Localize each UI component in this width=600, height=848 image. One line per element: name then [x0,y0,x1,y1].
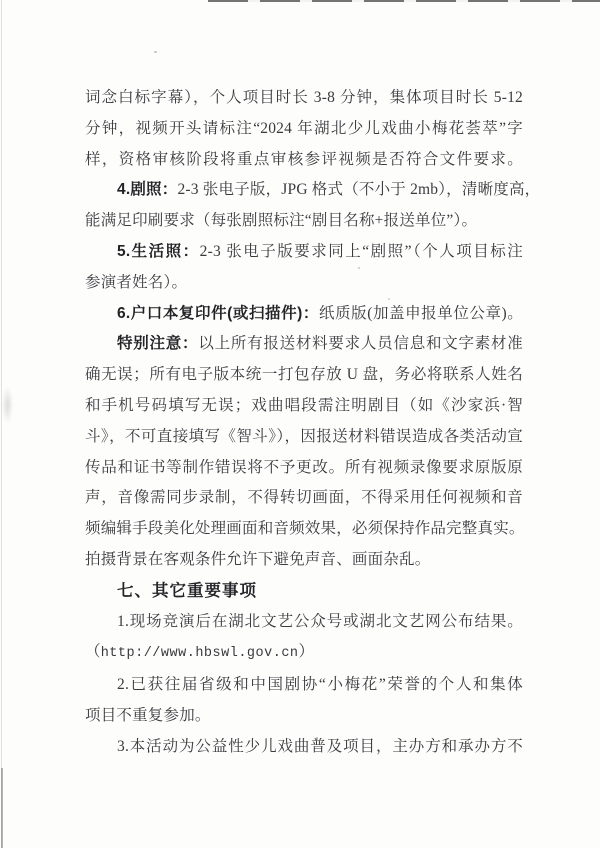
bold-text-segment: 5.生活照： [117,242,200,260]
text-segment: 2-3 张电子版要求同上“剧照”（个人项目标注 [199,242,523,260]
document-line [85,83,523,114]
bold-text-segment: 4.剧照： [117,181,178,199]
scan-artifact-left-edge-dark [1,768,3,848]
document-line [85,145,523,176]
document-line [85,114,523,145]
text-segment: 2.已获往届省级和中国剧协“小梅花”荣誉的个人和集体 [117,676,523,694]
text-segment: 传品和证书等制作错误将不予更改。所有视频录像要求原版原 [85,458,523,476]
text-segment: 词念白标字幕），个人项目时长 3-8 分钟，集体项目时长 5-12 [85,89,523,106]
document-line [85,360,523,391]
text-segment: 频编辑手段美化处理画面和音频效果，必须保持作品完整真实。 [85,520,525,538]
bold-text-segment: 6.户口本复印件(或扫描件)： [117,304,319,322]
text-segment: 分钟，视频开头请标注“2024 年湖北少儿戏曲小梅花荟萃”字 [85,119,523,137]
scan-smudge [2,386,13,424]
bold-text-segment: 七、其它重要事项 [117,581,257,600]
text-block [85,83,541,763]
text-segment: 纸质版(加盖申报单位公章)。 [319,304,523,322]
document-line [85,453,523,484]
text-segment: （ [85,643,101,661]
document-line [85,732,523,763]
url-text: http://www.hbswl.gov.cn [100,646,299,662]
document-line [85,329,523,360]
document-line [85,422,523,453]
document-line [85,670,523,701]
text-segment: 2-3 张电子版，JPG 格式（不小于 2mb），清晰度高， [177,181,541,199]
document-line [85,206,523,237]
document-line [85,299,523,330]
document-line [85,175,541,206]
text-segment: 拍摄背景在客观条件允许下避免声音、画面杂乱。 [85,550,431,568]
document-line [85,237,523,268]
scan-artifact-left-edge [1,0,2,848]
document-line [85,268,523,299]
document-line [85,514,523,545]
text-segment: 3.本活动为公益性少儿戏曲普及项目，主办方和承办方不 [117,737,523,755]
document-line [85,483,523,514]
document-line [85,701,523,732]
text-segment: 项目不重复参加。 [85,706,211,724]
text-segment: 以上所有报送材料要求人员信息和文字素材准 [198,335,523,353]
text-segment: 确无误；所有电子版本统一打包存放 U 盘，务必将联系人姓名 [85,366,523,384]
text-segment: 和手机号码填写无误；戏曲唱段需注明剧目（如《沙家浜·智 [85,396,523,414]
document-line [85,391,523,422]
scan-speck [154,51,157,53]
document-line [85,607,523,638]
scan-artifact-top-edge [208,0,600,2]
text-segment: 斗》，不可直接填写《智斗》），因报送材料错误造成各类活动宣 [85,427,523,445]
text-segment: 能满足印刷要求（每张剧照标注“剧目名称+报送单位”）。 [85,212,478,230]
text-segment: 参演者姓名）。 [85,273,188,291]
text-segment: 样，资格审核阶段将重点审核参评视频是否符合文件要求。 [85,150,523,168]
document-line [85,637,523,670]
text-segment: ） [298,643,315,661]
section-heading [85,576,523,607]
document-line [85,545,523,576]
text-segment: 声，音像需同步录制，不得转切画面，不得采用任何视频和音 [85,489,523,507]
text-segment: 1.现场竞演后在湖北文艺公众号或湖北文艺网公布结果。 [117,612,523,630]
bold-text-segment: 特别注意： [117,335,199,353]
